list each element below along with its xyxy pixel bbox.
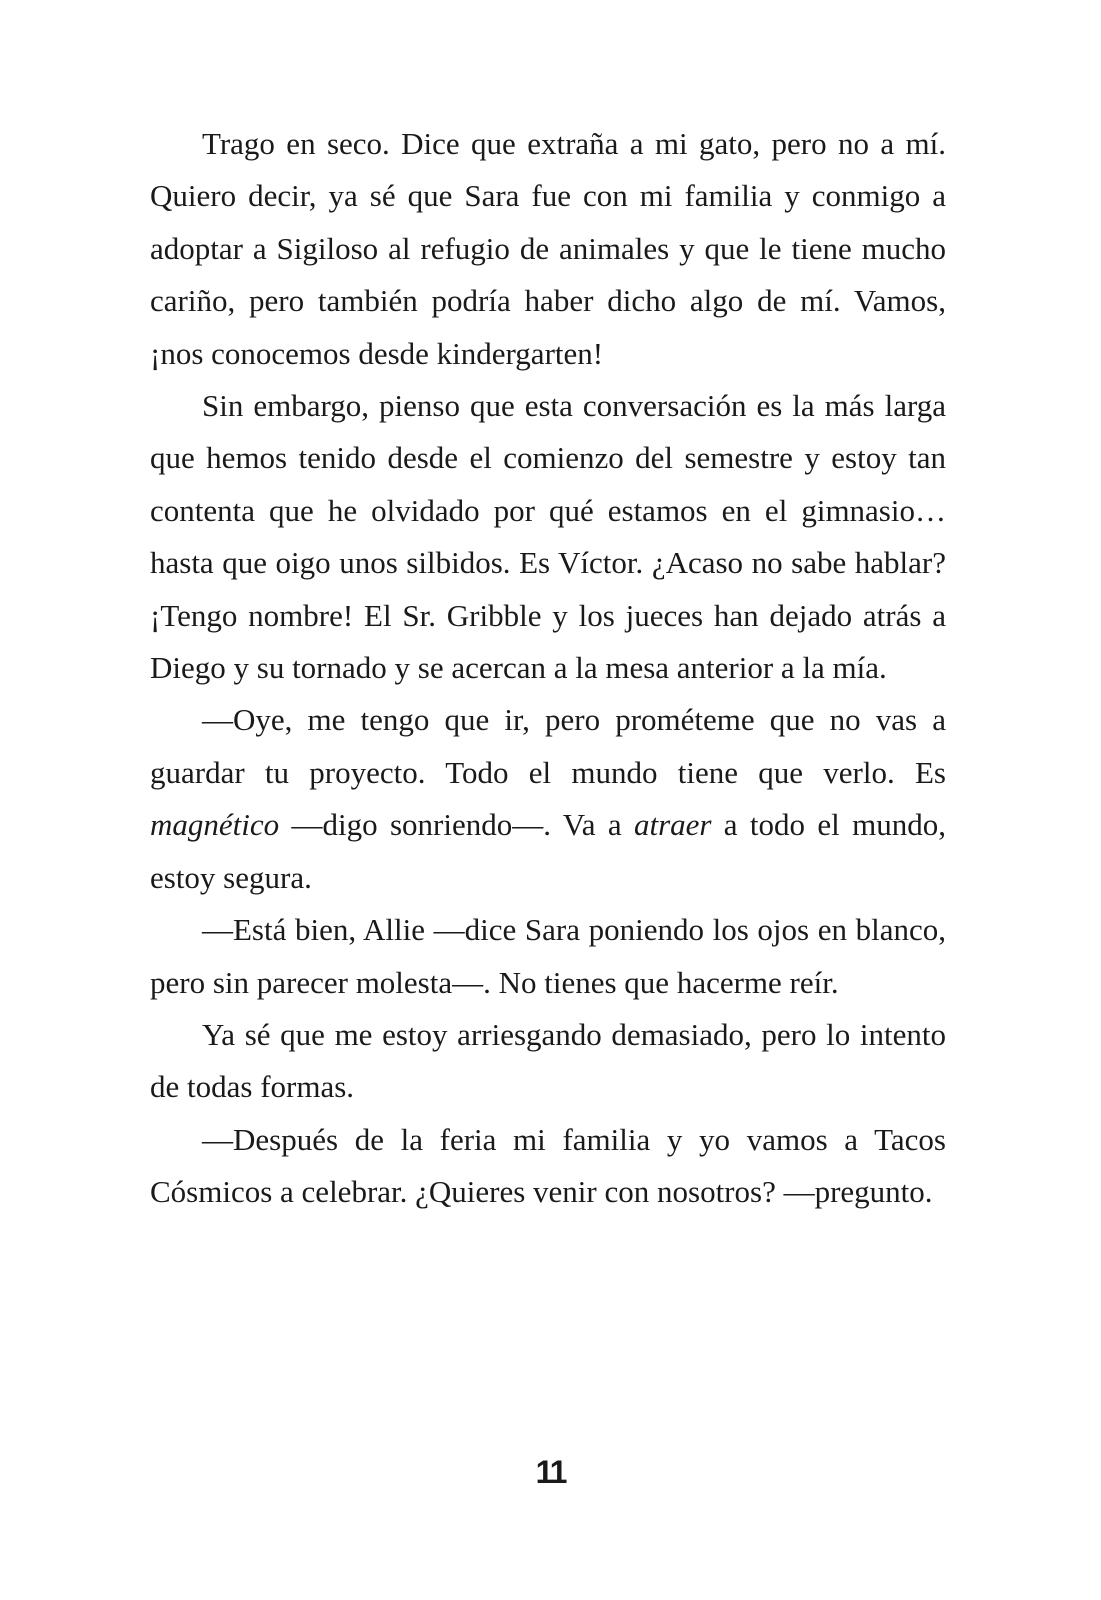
- paragraph-text: a todo el mundo, estoy segura.: [150, 807, 946, 895]
- page-body: [150, 118, 946, 1219]
- paragraph: [150, 1009, 946, 1114]
- paragraph-text: —Oye, me tengo que ir, pero prométeme que no vas a guardar tu proyecto. Todo el mundo tiene que verlo. Es: [150, 702, 946, 790]
- italic-word: atraer: [633, 807, 712, 843]
- paragraph-text: —Está bien, Allie —dice Sara poniendo los ojos en blanco, pero sin parecer molesta—. No tienes que hacerme reír.: [150, 912, 946, 1000]
- paragraph: [150, 380, 946, 694]
- paragraph-text: —Después de la feria mi familia y yo vamos a Tacos Cósmicos a celebrar. ¿Quieres venir con nosotros? —pregunto.: [150, 1121, 946, 1210]
- paragraph: [150, 694, 946, 904]
- paragraph-text: Ya sé que me estoy arriesgando demasiado, pero lo intento de todas formas.: [150, 1016, 946, 1105]
- paragraph: [150, 1114, 946, 1219]
- paragraph-text: —digo sonriendo—. Va a: [279, 807, 634, 843]
- paragraph-text: Trago en seco. Dice que extraña a mi gato, pero no a mí. Quiero decir, ya sé que Sara fue con mi familia y conmigo a adoptar a Sigiloso al refugio de animales y que le tiene mucho cariño, pero también podría haber dicho algo de mí. Vamos, ¡nos conocemos desde kindergarten!: [150, 126, 946, 371]
- page-number: 11: [535, 1454, 566, 1490]
- paragraph: [150, 118, 946, 380]
- italic-word: magnético: [150, 807, 280, 843]
- paragraph: [150, 904, 946, 1009]
- paragraph-text: Sin embargo, pienso que esta conversación es la más larga que hemos tenido desde el comienzo del semestre y estoy tan contenta que he olvidado por qué estamos en el gimnasio… hasta que oigo unos silbidos. Es Víctor. ¿Acaso no sabe hablar? ¡Tengo nombre! El Sr. Gribble y los jueces han dejado atrás a Diego y su tornado y se acercan a la mesa anterior a la mía.: [150, 388, 946, 686]
